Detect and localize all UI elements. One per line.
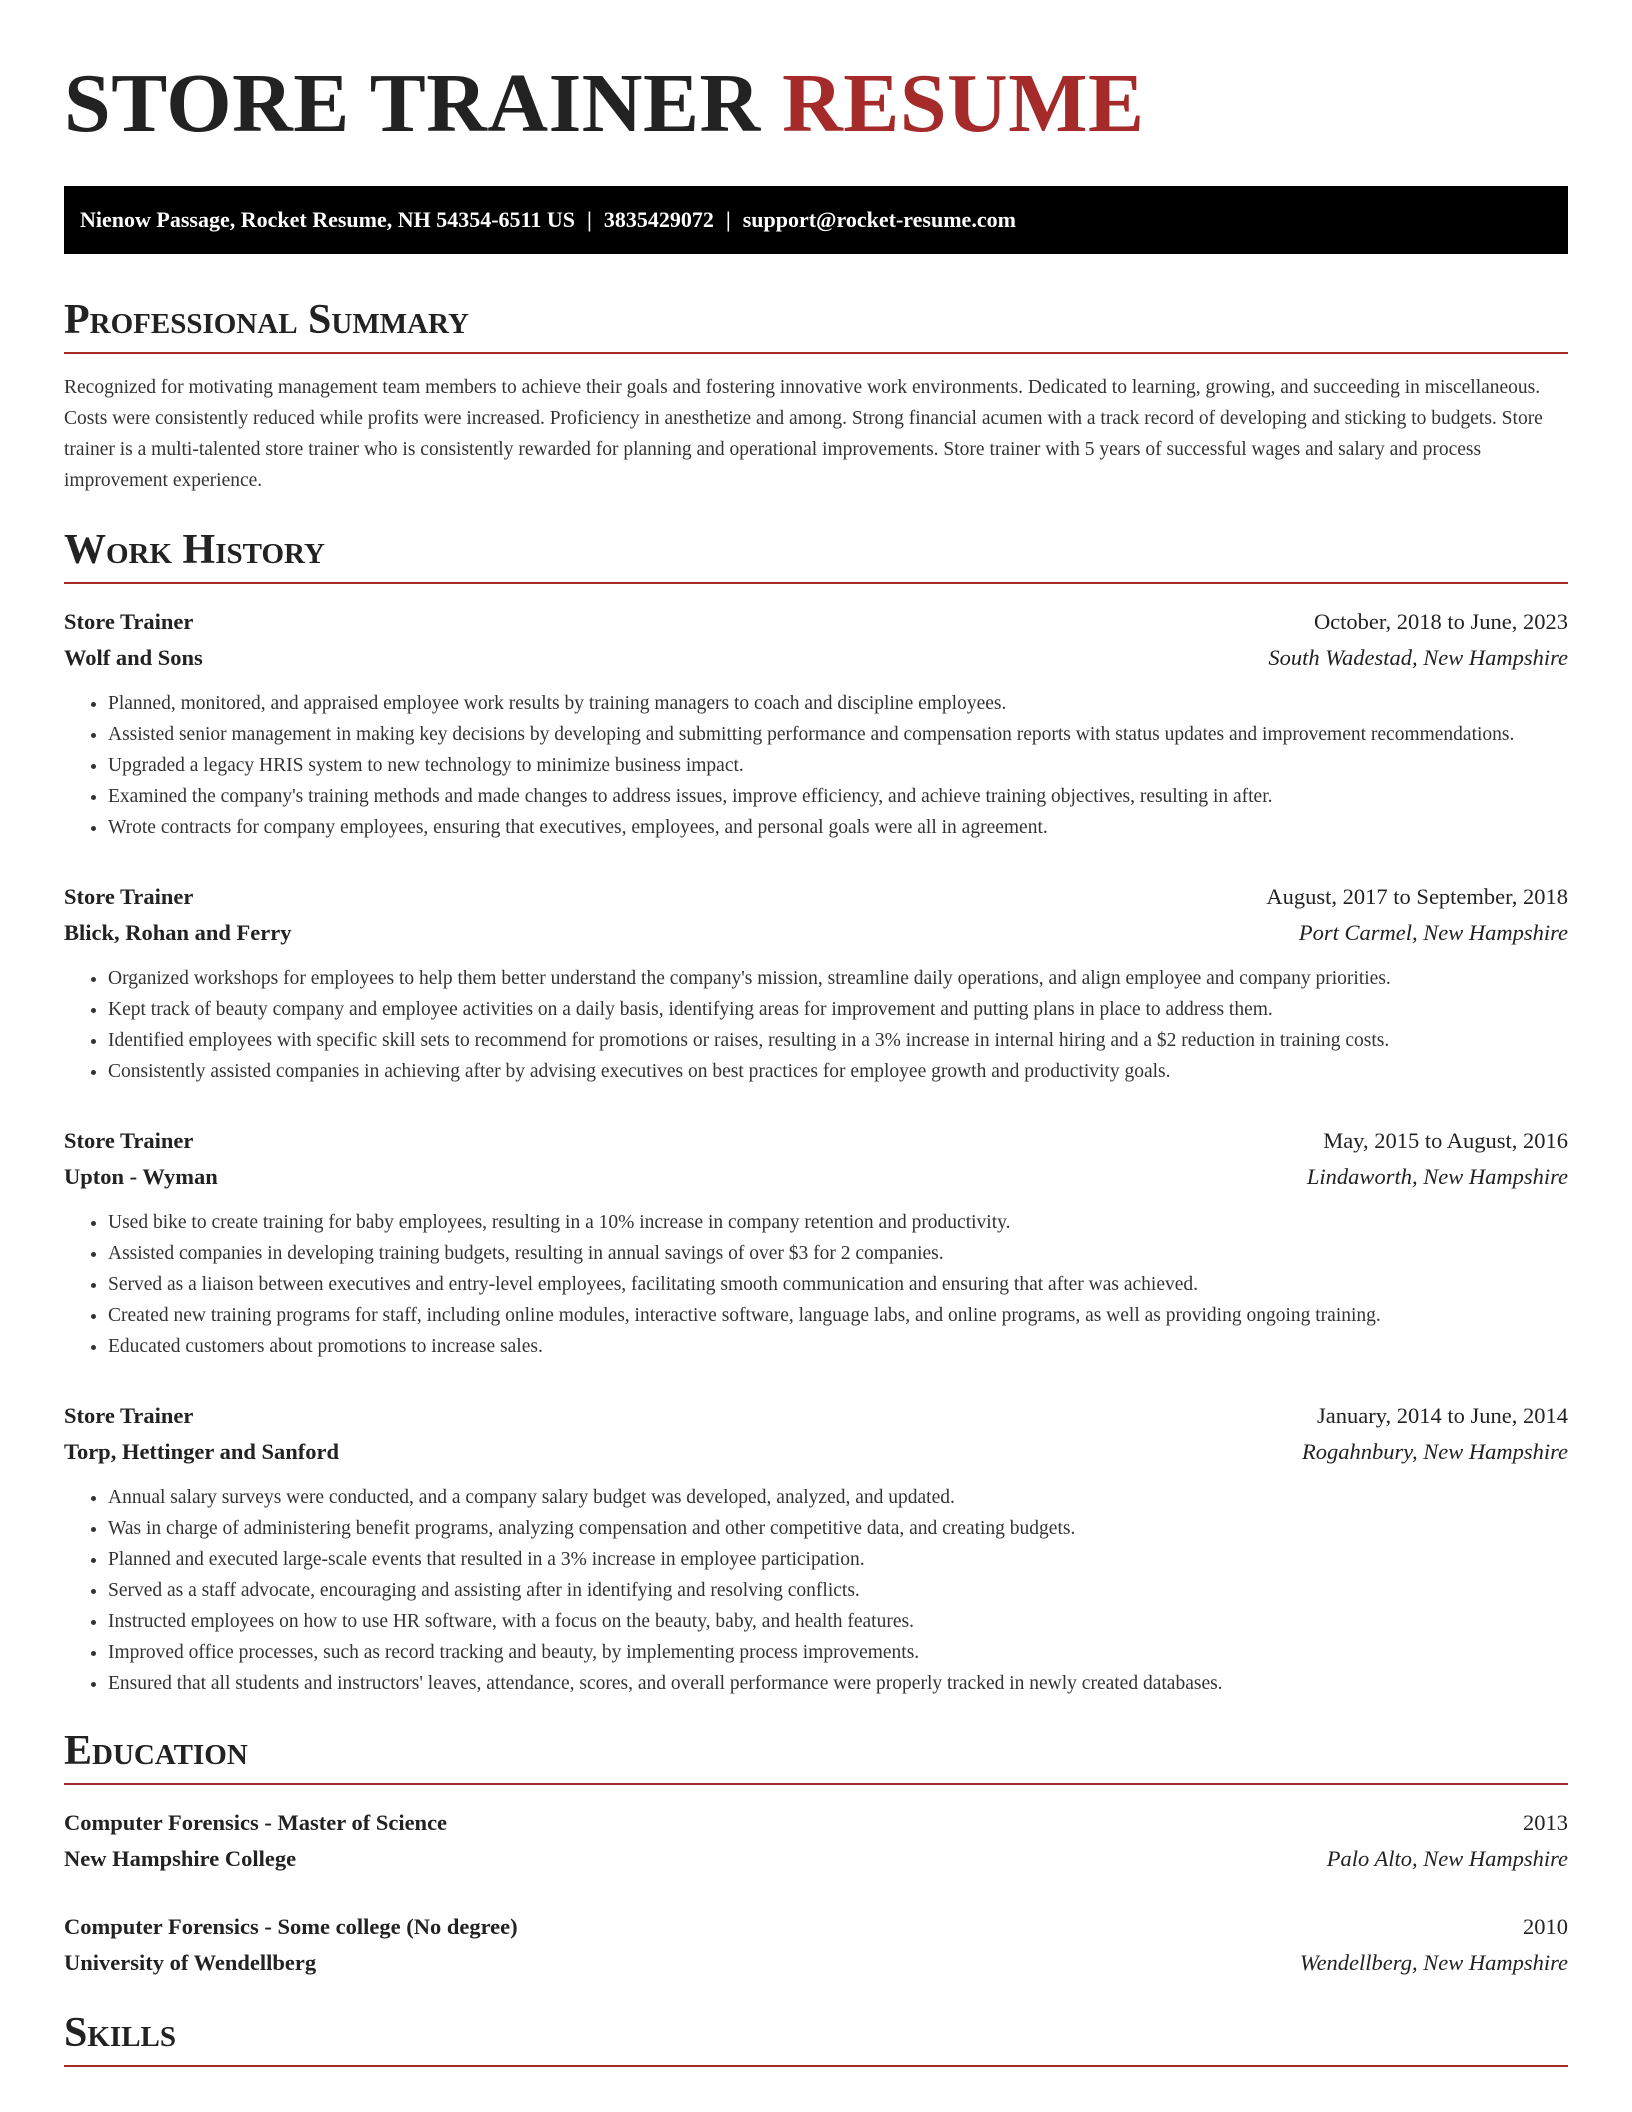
job-bullet: • Consistently assisted companies in achieving after by advising executives on best practices for employee growth and productivity goals. xyxy=(108,1056,1568,1087)
contact-phone: 3835429072 xyxy=(603,207,714,232)
contact-email: support@rocket-resume.com xyxy=(742,207,1016,232)
job-title: Store Trainer xyxy=(64,609,194,634)
title-accent: RESUME xyxy=(782,57,1145,150)
job-bullets xyxy=(64,688,1568,843)
skills-heading: Skills xyxy=(64,2009,1568,2067)
job-bullet: • Ensured that all students and instructors' leaves, attendance, scores, and overall performance were properly tracked in newly created databases. xyxy=(108,1668,1568,1699)
job-bullet: • Assisted companies in developing training budgets, resulting in annual savings of over $3 for 2 companies. xyxy=(108,1238,1568,1269)
job-company: Torp, Hettinger and Sanford xyxy=(64,1439,340,1464)
job-title: Store Trainer xyxy=(64,884,194,909)
summary-heading: Professional Summary xyxy=(64,296,1568,354)
job-company: Blick, Rohan and Ferry xyxy=(64,920,292,945)
job-bullets xyxy=(64,963,1568,1087)
education-location: Wendellberg, New Hampshire xyxy=(1299,1950,1568,1975)
job-bullet: • Served as a staff advocate, encouraging and assisting after in identifying and resolving conflicts. xyxy=(108,1575,1568,1606)
education-school: University of Wendellberg xyxy=(64,1950,317,1975)
job-bullet: • Identified employees with specific skill sets to recommend for promotions or raises, resulting in a 3% increase in internal hiring and a $2 reduction in training costs. xyxy=(108,1025,1568,1056)
job-entry xyxy=(64,604,1568,843)
education-degree: Computer Forensics - Master of Science xyxy=(64,1810,448,1835)
job-dates: August, 2017 to September, 2018 xyxy=(1266,884,1568,909)
job-entry xyxy=(64,1398,1568,1699)
job-dates: January, 2014 to June, 2014 xyxy=(1316,1403,1568,1428)
job-bullet: • Assisted senior management in making key decisions by developing and submitting performance and compensation reports with status updates and improvement recommendations. xyxy=(108,719,1568,750)
job-title: Store Trainer xyxy=(64,1403,194,1428)
education-entry xyxy=(64,1909,1568,1981)
education-location: Palo Alto, New Hampshire xyxy=(1326,1846,1568,1871)
job-entry xyxy=(64,879,1568,1087)
job-bullet: • Planned, monitored, and appraised employee work results by training managers to coach and discipline employees. xyxy=(108,688,1568,719)
job-bullet: • Created new training programs for staff, including online modules, interactive software, language labs, and online programs, as well as providing ongoing training. xyxy=(108,1300,1568,1331)
education-entry xyxy=(64,1805,1568,1877)
job-bullet: • Wrote contracts for company employees, ensuring that executives, employees, and personal goals were all in agreement. xyxy=(108,812,1568,843)
contact-separator: | xyxy=(725,207,731,232)
job-entry xyxy=(64,1123,1568,1362)
education-year: 2010 xyxy=(1523,1914,1568,1939)
job-dates: May, 2015 to August, 2016 xyxy=(1323,1128,1568,1153)
job-bullets xyxy=(64,1482,1568,1699)
work-history-heading: Work History xyxy=(64,526,1568,584)
contact-address: Nienow Passage, Rocket Resume, NH 54354-6511 US xyxy=(80,207,575,232)
contact-separator: | xyxy=(586,207,592,232)
job-title: Store Trainer xyxy=(64,1128,194,1153)
title-main: STORE TRAINER xyxy=(64,57,761,150)
contact-bar xyxy=(64,186,1568,254)
job-company: Upton - Wyman xyxy=(64,1164,218,1189)
job-location: Port Carmel, New Hampshire xyxy=(1298,920,1568,945)
job-bullet: • Kept track of beauty company and employee activities on a daily basis, identifying areas for improvement and putting plans in place to address them. xyxy=(108,994,1568,1025)
summary-text: Recognized for motivating management team members to achieve their goals and fostering innovative work environments. Dedicated to learning, growing, and succeeding in miscellaneous. Costs were consistently reduced while profits were increased. Proficiency in anesthetize and among. Strong financial acumen with a track record of developing and sticking to budgets. Store trainer is a multi-talented store trainer who is consistently rewarded for planning and operational improvements. Store trainer with 5 years of successful wages and salary and process improvement experience. xyxy=(64,377,1543,491)
job-bullet: • Served as a liaison between executives and entry-level employees, facilitating smooth communication and ensuring that after was achieved. xyxy=(108,1269,1568,1300)
job-dates: October, 2018 to June, 2023 xyxy=(1313,609,1568,634)
job-location: Rogahnbury, New Hampshire xyxy=(1301,1439,1568,1464)
education-heading: Education xyxy=(64,1727,1568,1785)
job-bullet: • Used bike to create training for baby employees, resulting in a 10% increase in company retention and productivity. xyxy=(108,1207,1568,1238)
resume-title xyxy=(64,0,1568,150)
job-location: Lindaworth, New Hampshire xyxy=(1306,1164,1568,1189)
job-bullet: • Organized workshops for employees to help them better understand the company's mission, streamline daily operations, and align employee and company priorities. xyxy=(108,963,1568,994)
job-bullet: • Examined the company's training methods and made changes to address issues, improve efficiency, and achieve training objectives, resulting in after. xyxy=(108,781,1568,812)
job-company: Wolf and Sons xyxy=(64,645,203,670)
job-location: South Wadestad, New Hampshire xyxy=(1268,645,1568,670)
job-bullet: • Planned and executed large-scale events that resulted in a 3% increase in employee participation. xyxy=(108,1544,1568,1575)
education-degree: Computer Forensics - Some college (No degree) xyxy=(64,1914,518,1939)
job-bullet: • Was in charge of administering benefit programs, analyzing compensation and other competitive data, and creating budgets. xyxy=(108,1513,1568,1544)
job-bullet: • Improved office processes, such as record tracking and beauty, by implementing process improvements. xyxy=(108,1637,1568,1668)
education-school: New Hampshire College xyxy=(64,1846,297,1871)
education-year: 2013 xyxy=(1523,1810,1568,1835)
job-bullet: • Educated customers about promotions to increase sales. xyxy=(108,1331,1568,1362)
job-bullet: • Instructed employees on how to use HR software, with a focus on the beauty, baby, and health features. xyxy=(108,1606,1568,1637)
job-bullets xyxy=(64,1207,1568,1362)
job-bullet: • Upgraded a legacy HRIS system to new technology to minimize business impact. xyxy=(108,750,1568,781)
job-bullet: • Annual salary surveys were conducted, and a company salary budget was developed, analyzed, and updated. xyxy=(108,1482,1568,1513)
